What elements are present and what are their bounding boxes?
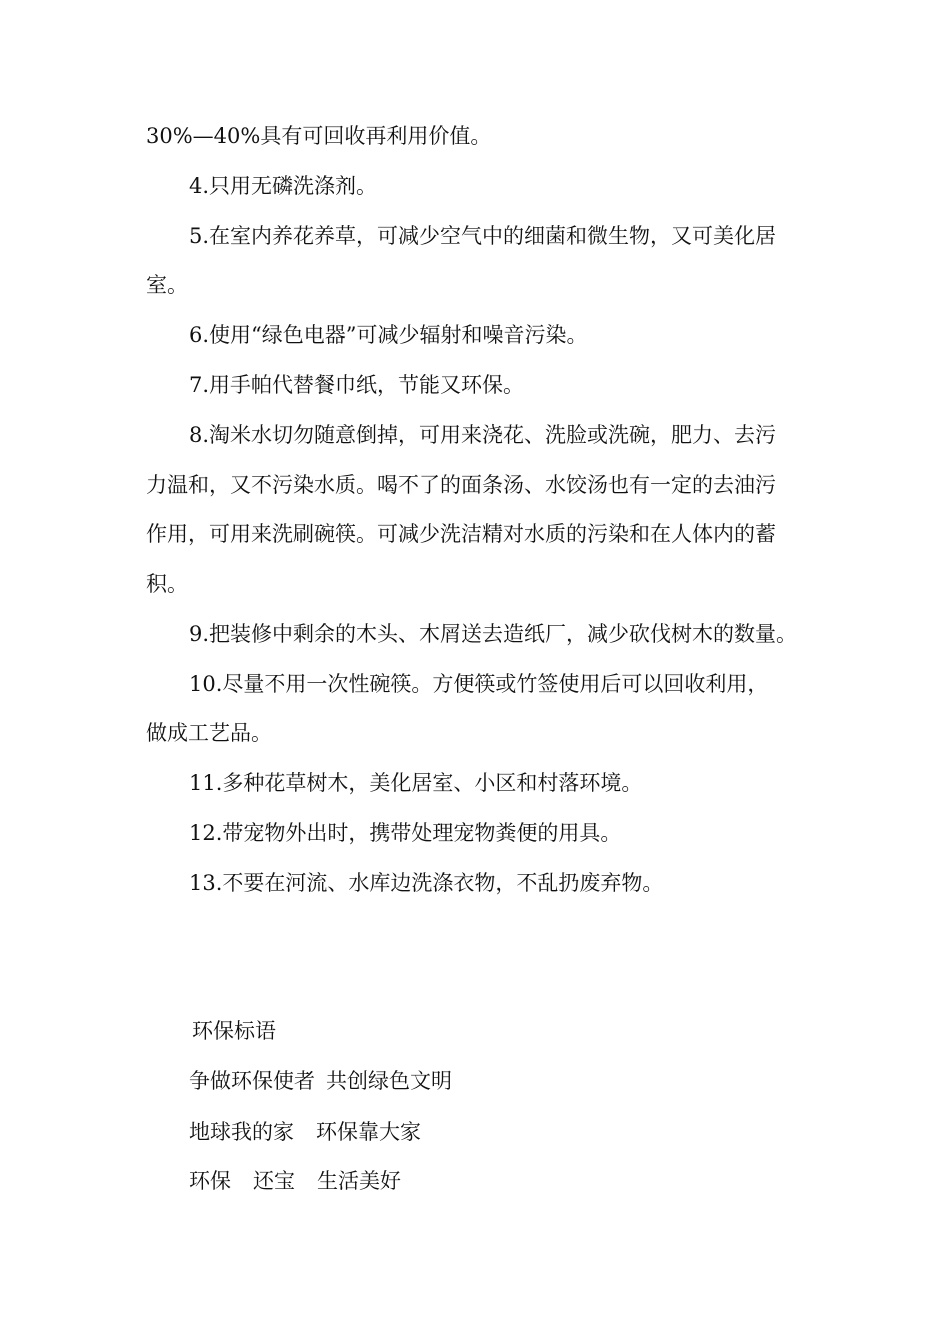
tip-5-line-1: 5.在室内养花养草，可减少空气中的细菌和微生物，又可美化居	[189, 224, 777, 248]
slogan-3-part-b: 还宝	[253, 1169, 295, 1193]
slogan-1-part-b: 共创绿色文明	[326, 1069, 452, 1093]
slogan-2-part-b: 环保靠大家	[316, 1120, 421, 1144]
tip-13: 13.不要在河流、水库边洗涤衣物，不乱扔废弃物。	[189, 871, 664, 895]
slogan-3	[189, 1166, 401, 1196]
tip-10-line-2: 做成工艺品。	[146, 721, 272, 745]
slogans-title: 环保标语	[192, 1019, 276, 1043]
slogan-1-part-a: 争做环保使者	[189, 1069, 315, 1093]
tip-4: 4.只用无磷洗涤剂。	[189, 174, 378, 198]
slogan-3-part-c: 生活美好	[317, 1169, 401, 1193]
tip-3-continuation: 30%—40%具有可回收再利用价值。	[146, 124, 492, 148]
tip-10-line-1: 10.尽量不用一次性碗筷。方便筷或竹签使用后可以回收利用，	[189, 672, 769, 696]
tip-6: 6.使用“绿色电器”可减少辐射和噪音污染。	[189, 323, 588, 347]
tip-9: 9.把装修中剩余的木头、木屑送去造纸厂，减少砍伐树木的数量。	[189, 622, 798, 646]
tip-8-line-3: 作用，可用来洗刷碗筷。可减少洗洁精对水质的污染和在人体内的蓄	[146, 522, 776, 546]
tip-7: 7.用手帕代替餐巾纸，节能又环保。	[189, 373, 525, 397]
tip-8-line-4: 积。	[146, 572, 188, 596]
tip-8-line-1: 8.淘米水切勿随意倒掉，可用来浇花、洗脸或洗碗，肥力、去污	[189, 423, 777, 447]
tip-11: 11.多种花草树木，美化居室、小区和村落环境。	[189, 771, 643, 795]
tip-8-line-2: 力温和，又不污染水质。喝不了的面条汤、水饺汤也有一定的去油污	[146, 473, 776, 497]
slogan-3-part-a: 环保	[189, 1169, 231, 1193]
tip-12: 12.带宠物外出时，携带处理宠物粪便的用具。	[189, 821, 622, 845]
slogan-2	[189, 1117, 421, 1147]
slogan-2-part-a: 地球我的家	[189, 1120, 294, 1144]
tip-5-line-2: 室。	[146, 273, 188, 297]
slogan-1	[189, 1066, 452, 1096]
